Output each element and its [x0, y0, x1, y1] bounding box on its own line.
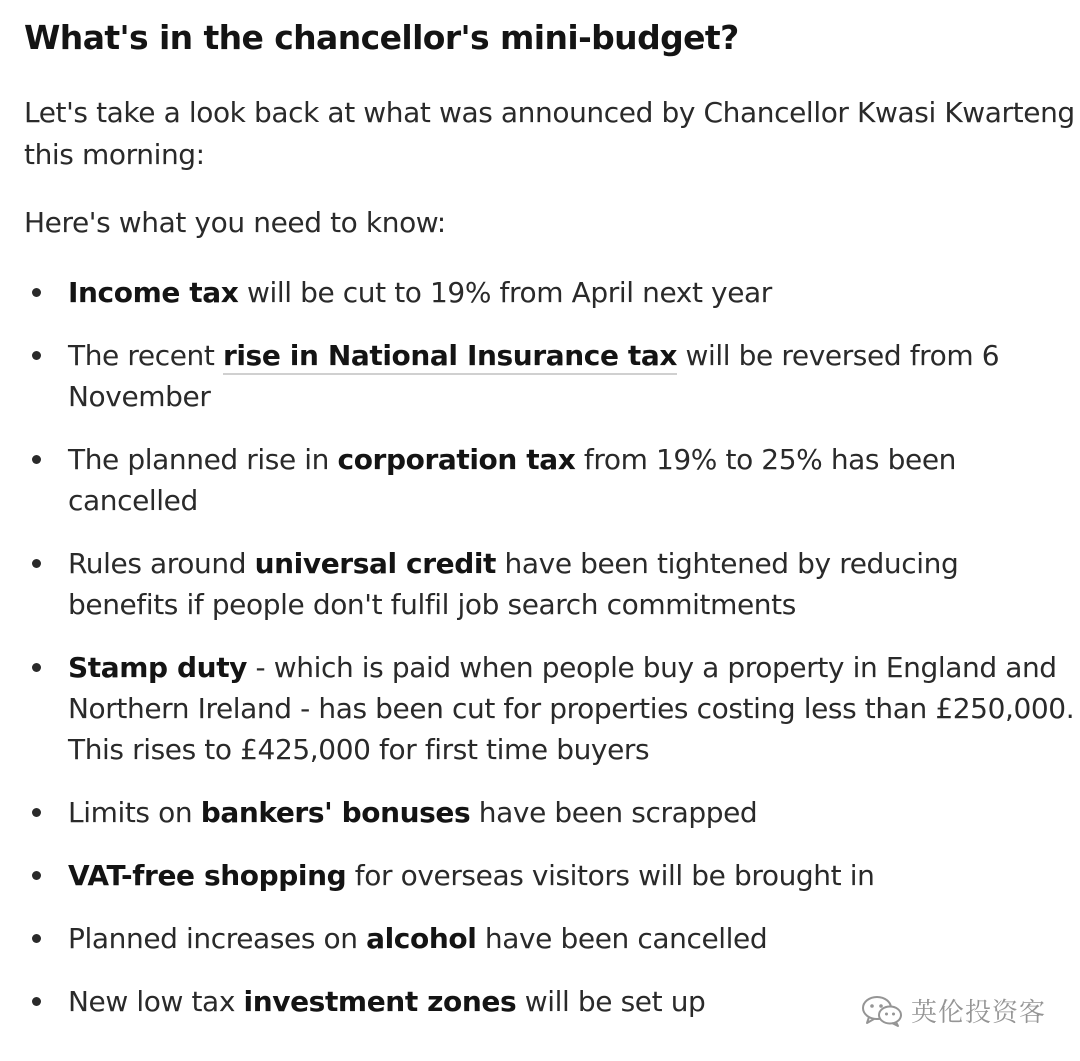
wechat-icon	[861, 994, 903, 1028]
list-item: Limits on bankers' bonuses have been scrapped	[24, 792, 1076, 833]
bold-term: corporation tax	[337, 443, 576, 476]
article	[24, 0, 1076, 1044]
headline: What's in the chancellor's mini-budget?	[24, 18, 739, 57]
bullet-icon	[32, 455, 41, 464]
bullet-icon	[32, 351, 41, 360]
bold-term: Income tax	[68, 276, 239, 309]
bold-term: alcohol	[366, 922, 477, 955]
list-item: Income tax will be cut to 19% from April next year	[24, 272, 1076, 313]
list-item: VAT-free shopping for overseas visitors will be brought in	[24, 855, 1076, 896]
list-item: Stamp duty - which is paid when people buy a property in England and Northern Ireland - has been cut for properties costing less than £250,000. This rises to £425,000 for first time buyers	[24, 647, 1076, 770]
bold-term: Stamp duty	[68, 651, 248, 684]
intro-paragraph: Let's take a look back at what was announced by Chancellor Kwasi Kwarteng this morning:	[24, 96, 1075, 171]
national-insurance-link[interactable]: rise in National Insurance tax	[223, 339, 677, 375]
bullet-icon	[32, 808, 41, 817]
bold-term: universal credit	[254, 547, 497, 580]
bold-term: bankers' bonuses	[200, 796, 471, 829]
lead-paragraph: Here's what you need to know:	[24, 206, 446, 239]
bullet-icon	[32, 663, 41, 672]
bullet-icon	[32, 288, 41, 297]
list-item: The recent rise in National Insurance tax will be reversed from 6 November	[24, 335, 1076, 417]
list-item: New low tax investment zones will be set up	[24, 981, 1076, 1022]
watermark-text: 英伦投资客	[910, 998, 1046, 1028]
key-points-list	[24, 272, 1076, 1022]
bullet-icon	[32, 871, 41, 880]
watermark	[861, 992, 1046, 1029]
bullet-icon	[32, 934, 41, 943]
bold-term: investment zones	[243, 985, 517, 1018]
list-item: Planned increases on alcohol have been cancelled	[24, 918, 1076, 959]
bullet-icon	[32, 559, 41, 568]
list-item: Rules around universal credit have been tightened by reducing benefits if people don't fulfil job search commitments	[24, 543, 1076, 625]
list-item: The planned rise in corporation tax from 19% to 25% has been cancelled	[24, 439, 1076, 521]
bold-term: VAT-free shopping	[68, 859, 347, 892]
bullet-icon	[32, 997, 41, 1006]
